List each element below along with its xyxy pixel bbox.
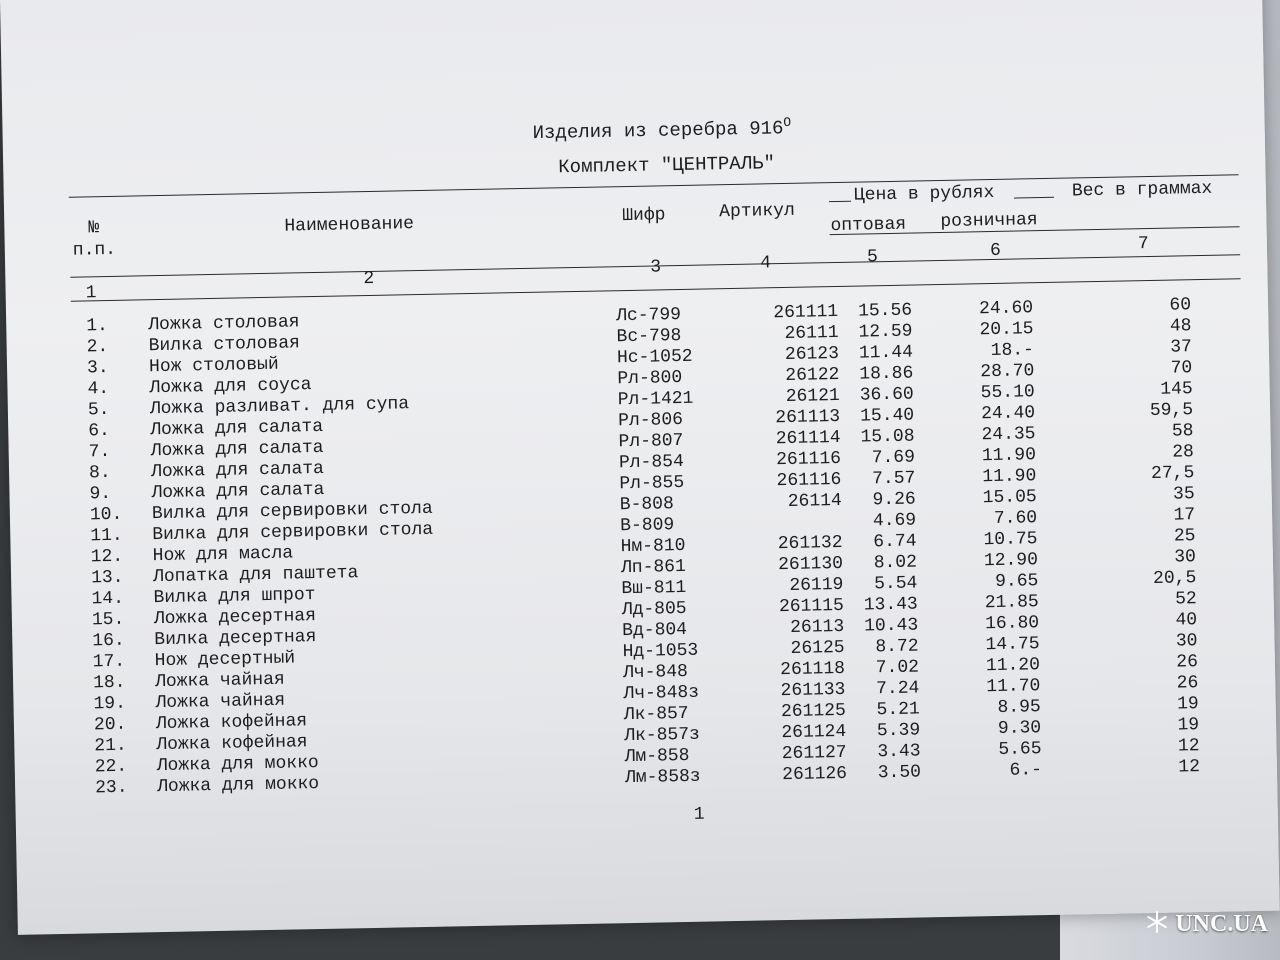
row-number: 23. — [94, 777, 128, 799]
item-retail-price: 15.05 — [982, 487, 1037, 509]
item-retail-price: 18.- — [990, 340, 1035, 362]
item-retail-price: 16.80 — [984, 613, 1040, 635]
item-weight: 40 — [1175, 610, 1198, 631]
item-wholesale-price: 13.43 — [863, 594, 918, 616]
item-retail-price: 5.65 — [998, 739, 1042, 760]
item-retail-price: 11.90 — [981, 445, 1037, 467]
item-code: Вд-804 — [622, 619, 688, 642]
item-code: Рл-854 — [618, 451, 684, 474]
item-name: Вилка для сервировки стола — [152, 519, 434, 546]
column-number: 2 — [363, 268, 375, 290]
item-weight: 27,5 — [1150, 463, 1195, 484]
item-name: Ложка столовая — [148, 312, 300, 336]
item-weight: 19 — [1177, 715, 1200, 736]
header-wholesale: оптовая — [830, 214, 907, 237]
row-number: 15. — [91, 609, 125, 631]
item-code: Рл-807 — [618, 430, 684, 453]
item-name: Ложка для мокко — [156, 774, 320, 798]
row-number: 16. — [92, 630, 125, 652]
item-retail-price: 11.20 — [985, 655, 1041, 677]
row-number: 14. — [91, 588, 125, 610]
item-retail-price: 24.40 — [980, 403, 1036, 425]
item-code: Рл-806 — [618, 409, 684, 432]
item-name: Ложка чайная — [155, 690, 286, 714]
item-code: Рл-1421 — [617, 388, 694, 411]
price-group-rule-right — [1014, 197, 1054, 199]
row-number: 22. — [94, 756, 128, 778]
item-wholesale-price: 4.69 — [872, 510, 917, 532]
item-article: 26113 — [789, 616, 845, 638]
item-retail-price: 11.70 — [986, 676, 1041, 698]
item-retail-price: 12.90 — [983, 550, 1039, 572]
item-name: Ложка кофейная — [156, 732, 308, 756]
item-weight: 30 — [1174, 547, 1197, 568]
item-wholesale-price: 11.44 — [858, 342, 914, 364]
item-name: Ложка для соуса — [149, 375, 312, 399]
watermark — [1145, 910, 1268, 938]
item-article: 261116 — [775, 448, 842, 471]
item-retail-price: 11.90 — [982, 466, 1037, 488]
item-retail-price: 28.70 — [980, 361, 1035, 383]
item-wholesale-price: 7.02 — [875, 657, 920, 679]
item-article: 261126 — [782, 763, 848, 786]
item-wholesale-price: 8.72 — [875, 636, 919, 658]
item-wholesale-price: 8.02 — [873, 552, 918, 574]
item-retail-price: 55.10 — [980, 382, 1035, 404]
header-number-symbol: № — [88, 218, 100, 239]
row-number: 17. — [92, 651, 126, 673]
item-wholesale-price: 9.26 — [872, 489, 916, 511]
item-wholesale-price: 10.43 — [863, 615, 919, 637]
page-number: 1 — [693, 804, 705, 825]
item-retail-price: 6.- — [1009, 760, 1043, 781]
item-weight: 30 — [1175, 631, 1198, 652]
item-article: 261118 — [780, 658, 846, 681]
row-number: 4. — [87, 378, 110, 400]
table-body — [6, 294, 1277, 801]
item-name: Ложка для мокко — [156, 753, 319, 777]
item-code: Лк-857 — [623, 703, 689, 726]
item-code: Лч-848 — [622, 661, 689, 684]
item-weight: 58 — [1171, 421, 1194, 442]
item-code: Вш-811 — [621, 577, 687, 600]
item-article: 261133 — [780, 679, 846, 702]
item-retail-price: 14.75 — [985, 634, 1040, 656]
column-number: 4 — [760, 253, 772, 274]
document-subtitle: Комплект "ЦЕНТРАЛЬ" — [558, 152, 776, 179]
row-number: 9. — [89, 483, 112, 505]
item-code: Лп-861 — [620, 556, 687, 579]
column-number: 5 — [866, 247, 879, 268]
item-article: 261130 — [777, 553, 844, 576]
item-retail-price: 10.75 — [983, 529, 1038, 551]
item-article: 261111 — [773, 301, 839, 324]
item-retail-price: 20.15 — [979, 319, 1034, 341]
row-number: 1. — [86, 315, 109, 337]
item-wholesale-price: 15.56 — [857, 300, 913, 322]
item-wholesale-price: 7.24 — [875, 678, 920, 700]
item-name: Вилка десертная — [154, 627, 317, 651]
item-code: Рл-855 — [619, 472, 685, 495]
item-article: 26111 — [784, 322, 839, 344]
header-price-group: Цена в рублях — [853, 182, 995, 206]
item-weight: 37 — [1170, 337, 1193, 358]
header-weight: Вес в граммах — [1071, 178, 1213, 202]
item-wholesale-price: 5.54 — [873, 573, 918, 595]
item-code: Лк-857з — [624, 724, 701, 747]
item-name: Вилка для шпрот — [153, 585, 316, 609]
item-weight: 12 — [1178, 757, 1201, 778]
item-code: Лд-805 — [621, 598, 687, 621]
item-article: 26125 — [790, 637, 845, 659]
item-weight: 35 — [1172, 484, 1195, 505]
item-code: Лс-799 — [615, 304, 682, 327]
item-weight: 19 — [1176, 694, 1199, 715]
item-article: 261127 — [781, 742, 847, 765]
item-code: Нд-1053 — [622, 640, 699, 663]
row-number: 19. — [93, 693, 127, 715]
row-number: 3. — [86, 357, 109, 379]
table-top-rule — [69, 174, 1239, 197]
item-code: Лм-858з — [624, 766, 701, 789]
item-name: Нож десертный — [154, 648, 296, 672]
item-name: Ложка разливат. для супа — [149, 394, 410, 420]
item-retail-price: 24.60 — [978, 298, 1034, 320]
item-code: В-809 — [620, 515, 675, 537]
item-article: 26119 — [789, 574, 844, 596]
item-article: 26121 — [785, 385, 840, 407]
row-number: 11. — [90, 525, 123, 547]
item-name: Нож столовый — [148, 354, 279, 378]
item-name: Ложка для салата — [151, 479, 325, 504]
item-name: Вилка столовая — [148, 333, 301, 357]
item-wholesale-price: 15.40 — [859, 405, 915, 427]
item-wholesale-price: 18.86 — [859, 363, 914, 385]
item-wholesale-price: 3.50 — [877, 762, 922, 784]
item-retail-price: 21.85 — [984, 592, 1039, 614]
column-number: 1 — [85, 283, 97, 304]
item-article: 261124 — [781, 721, 847, 744]
item-retail-price: 8.95 — [997, 697, 1041, 718]
item-weight: 20,5 — [1152, 568, 1197, 589]
item-article: 261113 — [775, 406, 841, 429]
item-article: 261132 — [777, 532, 843, 555]
item-retail-price: 9.65 — [994, 571, 1039, 593]
item-name: Нож для масла — [152, 543, 294, 567]
item-name: Ложка для салата — [150, 416, 324, 441]
item-wholesale-price: 7.57 — [871, 468, 916, 490]
item-weight: 52 — [1174, 589, 1197, 610]
column-number: 3 — [650, 257, 662, 278]
item-article: 261116 — [776, 469, 842, 492]
header-article: Артикул — [719, 200, 796, 223]
item-article: 261115 — [778, 595, 844, 618]
item-weight: 26 — [1176, 652, 1199, 673]
column-number: 6 — [989, 240, 1002, 262]
watermark-text: UNC.UA — [1175, 911, 1268, 937]
header-name: Наименование — [284, 214, 415, 237]
row-number: 6. — [88, 420, 111, 442]
item-retail-price: 7.60 — [993, 508, 1038, 530]
item-wholesale-price: 15.08 — [860, 426, 915, 448]
item-name: Ложка для салата — [150, 458, 325, 483]
item-name: Ложка кофейная — [155, 711, 308, 735]
item-code: Вс-798 — [616, 325, 682, 348]
row-number: 13. — [90, 567, 124, 589]
item-article: 26122 — [785, 364, 840, 386]
item-wholesale-price: 5.39 — [876, 720, 921, 742]
item-weight: 70 — [1170, 358, 1193, 379]
item-retail-price: 9.30 — [997, 718, 1042, 739]
item-weight: 59,5 — [1149, 400, 1194, 421]
header-retail: розничная — [940, 210, 1038, 232]
item-wholesale-price: 7.69 — [871, 447, 916, 469]
row-number: 5. — [87, 399, 110, 421]
item-name: Ложка чайная — [154, 669, 285, 693]
item-name: Ложка десертная — [153, 606, 317, 630]
item-wholesale-price: 3.43 — [877, 741, 921, 763]
row-number: 2. — [86, 336, 109, 358]
row-number: 10. — [89, 504, 123, 526]
item-name: Ложка для салата — [150, 437, 324, 462]
item-wholesale-price: 12.59 — [858, 321, 913, 343]
row-number: 20. — [93, 714, 127, 736]
item-weight: 48 — [1169, 316, 1192, 337]
item-code: Нс-1052 — [616, 346, 693, 369]
item-retail-price: 24.35 — [981, 424, 1036, 446]
row-number: 18. — [92, 672, 126, 694]
item-weight: 60 — [1169, 295, 1192, 316]
item-name: Вилка для сервировки стола — [151, 498, 433, 525]
item-code: Лм-858 — [624, 745, 690, 768]
item-weight: 145 — [1160, 379, 1193, 400]
item-code: В-808 — [619, 494, 675, 516]
item-article: 261114 — [775, 427, 841, 450]
item-article: 261125 — [780, 700, 846, 723]
item-article: 26123 — [784, 343, 840, 365]
row-number: 21. — [94, 735, 127, 757]
item-code: Лч-848з — [623, 682, 700, 705]
snowflake-icon — [1145, 910, 1169, 934]
column-number: 7 — [1137, 233, 1149, 255]
item-weight: 26 — [1176, 673, 1199, 694]
row-number: 7. — [88, 441, 111, 463]
item-code: Рл-800 — [617, 367, 683, 390]
item-article: 26114 — [787, 490, 842, 512]
document-title: Изделия из серебра $916^O$ — [532, 114, 792, 145]
header-number: п.п. — [72, 239, 117, 261]
header-code: Шифр — [622, 205, 666, 227]
item-weight: 28 — [1172, 442, 1195, 463]
item-name: Лопатка для паштета — [152, 563, 359, 588]
item-wholesale-price: 5.21 — [876, 699, 920, 721]
row-number: 12. — [90, 546, 124, 568]
item-wholesale-price: 36.60 — [859, 384, 914, 406]
row-number: 8. — [88, 462, 111, 484]
item-weight: 17 — [1173, 505, 1196, 526]
item-weight: 25 — [1173, 526, 1196, 547]
item-weight: 12 — [1177, 736, 1200, 757]
price-group-rule-left — [829, 201, 851, 202]
item-code: Нм-810 — [620, 535, 686, 558]
item-wholesale-price: 6.74 — [873, 531, 917, 553]
